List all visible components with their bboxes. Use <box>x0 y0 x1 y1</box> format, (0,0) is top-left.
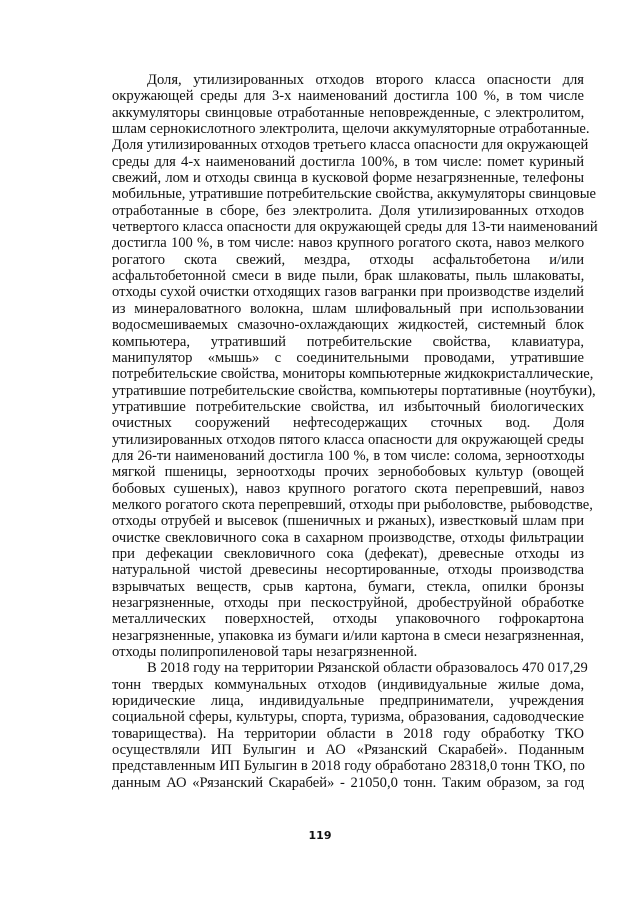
text-line: асфальтобетонной смеси в виде пыли, брак шлаковаты, пыль шлаковаты, <box>112 268 585 285</box>
text-line: юридические лица, индивидуальные предприниматели, учреждения <box>112 693 584 710</box>
body-text <box>112 72 598 791</box>
text-line: четвертого класса опасности для окружающей среды для 13-ти наименований <box>112 219 598 236</box>
text-line: В 2018 году на территории Рязанской области образовалось 470 017,29 <box>147 660 588 677</box>
text-line: натуральной чистой древесины несортированные, отходы производства <box>112 562 584 579</box>
text-line: аккумуляторы свинцовые отработанные неповрежденные, с электролитом, <box>112 104 585 121</box>
text-line: мелкого рогатого скота перепревший, отходы при рыболовстве, рыбоводстве, <box>112 496 593 513</box>
text-line: манипулятор «мышь» с соединительными проводами, утратившие <box>112 349 584 366</box>
text-line: металлических поверхностей, отходы упаковочного гофрокартона <box>112 611 584 628</box>
text-line: утратившие потребительские свойства, ил избыточный биологических <box>112 398 584 415</box>
text-line: шлам сернокислотного электролита, щелочи аккумуляторные отработанные. <box>112 121 590 138</box>
text-line: утилизированных отходов пятого класса опасности для окружающей среды <box>112 431 584 448</box>
text-line: социальной сферы, культуры, спорта, туризма, образования, садоводческие <box>112 709 584 726</box>
text-line: водосмешиваемых смазочно-охлаждающих жидкостей, системный блок <box>112 317 584 334</box>
text-line: очистных сооружений нефтесодержащих сточных вод. Доля <box>112 415 585 432</box>
text-line: компьютера, утративший потребительские свойства, клавиатура, <box>112 333 584 350</box>
text-line: Доля, утилизированных отходов второго класса опасности для <box>147 72 584 88</box>
text-line: тонн твердых коммунальных отходов (индивидуальные жилые дома, <box>112 676 585 693</box>
text-line: незагрязненные, упаковка из бумаги и/или картона в смеси незагрязненная, <box>112 627 584 644</box>
text-line: окружающей среды для 3-х наименований достигла 100 %, в том числе <box>112 88 584 105</box>
text-line: Доля утилизированных отходов третьего класса опасности для окружающей <box>112 137 589 154</box>
text-line: свежий, лом и отходы свинца в кусковой форме незагрязненные, телефоны <box>112 170 584 187</box>
text-line: из минераловатного волокна, шлам шлифовальный при использовании <box>112 300 584 317</box>
text-line: отработанные в сборе, без электролита. Доля утилизированных отходов <box>112 202 584 219</box>
text-line: потребительские свойства, мониторы компьютерные жидкокристаллические, <box>112 366 594 383</box>
text-line: при дефекации свекловичного сока (дефекат), древесные отходы из <box>112 545 584 562</box>
text-line: отходы полипропиленовой тары незагрязненной. <box>112 644 418 661</box>
text-line: мобильные, утратившие потребительские свойства, аккумуляторы свинцовые <box>112 186 597 203</box>
paragraph-msw-2018 <box>112 660 588 791</box>
text-line: утратившие потребительские свойства, компьютеры портативные (ноутбуки), <box>112 382 596 399</box>
text-line: представленным ИП Булыгин в 2018 году обработано 28318,0 тонн ТКО, по <box>112 758 585 775</box>
text-line: мягкой пшеницы, зерноотходы прочих зернобобовых культур (овощей <box>112 464 584 481</box>
text-line: отходы сухой очистки отходящих газов вагранки при производстве изделий <box>112 284 584 301</box>
text-line: взрывчатых веществ, срыв картона, бумаги, стекла, опилки бронзы <box>112 578 585 595</box>
text-line: бобовых сушеных), навоз крупного рогатого скота перепревший, навоз <box>112 480 585 497</box>
text-line: среды для 4-х наименований достигла 100%, в том числе: помет куриный <box>112 153 585 170</box>
text-line: рогатого скота свежий, мездра, отходы асфальтобетона и/или <box>112 251 584 268</box>
paragraph-hazard-class-utilization <box>112 72 598 661</box>
text-line: данным АО «Рязанский Скарабей» - 21050,0 тонн. Таким образом, за год <box>112 774 585 791</box>
text-line: незагрязненные, отходы при пескоструйной, дробеструйной обработке <box>112 595 584 611</box>
text-line: для 26-ти наименований достигла 100 %, в том числе: солома, зерноотходы <box>112 447 585 464</box>
text-line: отходы отрубей и высевок (пшеничных и ржаных), известковый шлам при <box>112 513 585 530</box>
text-line: достигла 100 %, в том числе: навоз крупного рогатого скота, навоз мелкого <box>112 235 585 252</box>
text-line: очистке свекловичного сока в сахарном производстве, отходы фильтрации <box>112 529 584 546</box>
text-line: товарищества). На территории области в 2018 году обработку ТКО <box>112 725 584 742</box>
text-line: осуществляли ИП Булыгин и АО «Рязанский Скарабей». Поданным <box>112 742 585 759</box>
page-number: 119 <box>308 829 332 842</box>
